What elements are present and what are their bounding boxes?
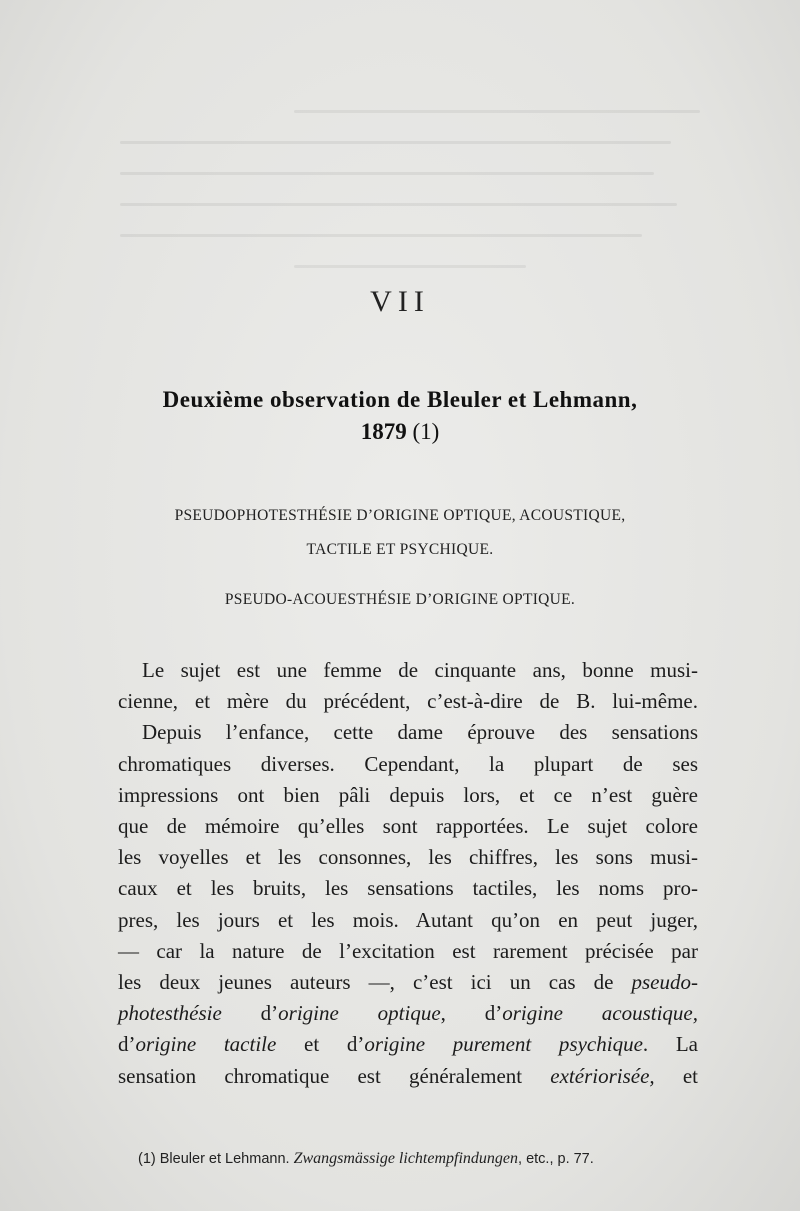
text-line [118, 998, 698, 1029]
subtitle-3: PSEUDO-ACOUESTHÉSIE D’ORIGINE OPTIQUE. [224, 591, 576, 608]
chapter-numeral: VII [370, 285, 430, 318]
italic-term: origine optique [278, 1001, 441, 1026]
footnote-reference: (1) [412, 419, 440, 444]
text-segment: et [654, 1063, 698, 1088]
text-line: impressions ont bien pâli depuis lors, et ce n’est guère [118, 782, 698, 807]
title-line: Deuxième observation de Bleuler et Lehmann, [162, 387, 638, 412]
text-line: que de mémoire qu’elles sont rapportées. Le sujet colore [118, 814, 698, 839]
bleed-through-shadow [120, 110, 700, 360]
text-segment: . La [642, 1032, 698, 1057]
title-year: 1879 [360, 419, 407, 444]
text-line [118, 1061, 698, 1092]
italic-term: extériorisée, [550, 1063, 655, 1088]
footnote-text: Bleuler et Lehmann. [155, 1151, 294, 1167]
text-line: caux et les bruits, les sensations tactiles, les noms pro- [118, 876, 698, 901]
text-segment: les deux jeunes auteurs —, c’est ici un cas de [118, 970, 632, 995]
text-line: Depuis l’enfance, cette dame éprouve des sensations [142, 720, 698, 745]
italic-term: origine purement psychique [364, 1032, 643, 1057]
footnote [138, 1150, 738, 1168]
chapter-title [80, 384, 720, 448]
italic-term: pseudo- [631, 970, 698, 995]
text-line: les voyelles et les consonnes, les chiffres, les sons musi- [118, 845, 698, 870]
subtitle-2: TACTILE ET PSYCHIQUE. [306, 541, 494, 558]
text-segment: d’ [221, 1001, 279, 1026]
text-line: pres, les jours et les mois. Autant qu’on en peut juger, [118, 907, 698, 932]
footnote-book-title: Zwangsmässige lichtempfindungen [293, 1150, 519, 1167]
italic-term: origine tactile [135, 1032, 277, 1057]
text-line: — car la nature de l’excitation est rarement précisée par [118, 938, 698, 963]
footnote-page: , etc., p. 77. [518, 1151, 594, 1167]
text-line: Le sujet est une femme de cinquante ans, bonne musi- [142, 658, 698, 682]
footnote-marker: (1) [138, 1151, 156, 1167]
italic-term: photesthésie [118, 1001, 222, 1026]
text-line: cienne, et mère du précédent, c’est-à-dire de B. lui-même. [118, 689, 698, 714]
text-line: chromatiques diverses. Cependant, la plupart de ses [118, 751, 698, 776]
text-segment: , d’ [440, 1001, 503, 1026]
text-segment: et d’ [276, 1032, 365, 1057]
text-line [118, 967, 698, 998]
body-text [118, 655, 698, 1092]
italic-term: origine acoustique, [502, 1001, 698, 1026]
text-segment: sensation chromatique est généralement [118, 1063, 551, 1088]
text-line [118, 1029, 698, 1060]
subtitle-1: PSEUDOPHOTESTHÉSIE D’ORIGINE OPTIQUE, ACOUSTIQUE, [174, 507, 626, 524]
text-segment: d’ [118, 1032, 136, 1057]
